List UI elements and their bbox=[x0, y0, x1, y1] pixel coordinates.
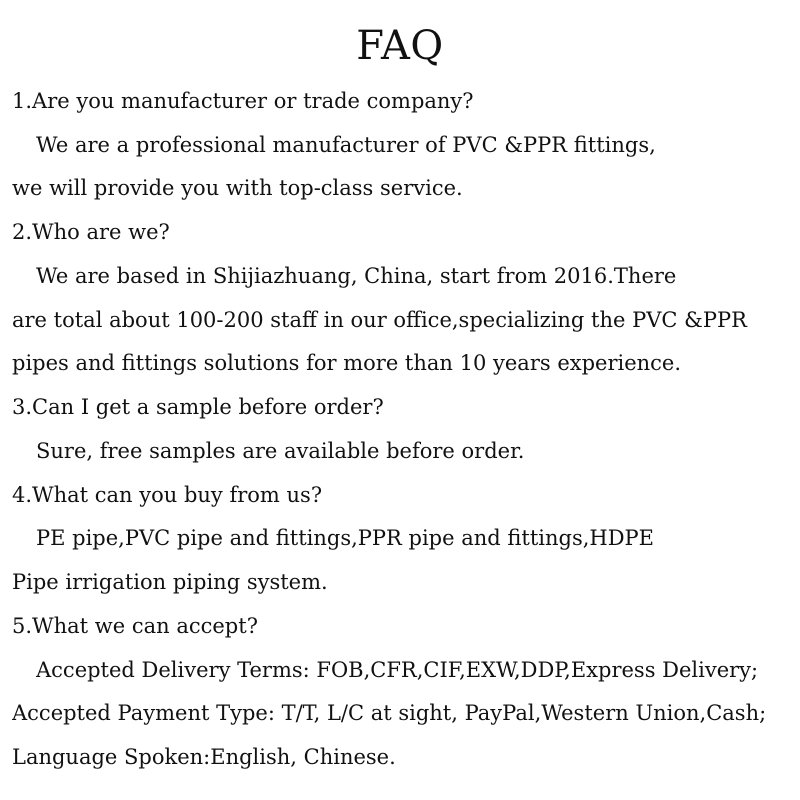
answer-2-line-1: We are based in Shijiazhuang, China, start from 2016.There bbox=[36, 264, 677, 288]
answer-4-line-2: Pipe irrigation piping system. bbox=[12, 570, 328, 594]
answer-5-line-3: Language Spoken:English, Chinese. bbox=[12, 745, 396, 769]
question-1: 1.Are you manufacturer or trade company? bbox=[12, 89, 474, 113]
question-4: 4.What can you buy from us? bbox=[12, 483, 323, 507]
question-2: 2.Who are we? bbox=[12, 220, 170, 244]
question-3: 3.Can I get a sample before order? bbox=[12, 395, 384, 419]
answer-2-line-3: pipes and fittings solutions for more than 10 years experience. bbox=[12, 351, 682, 375]
page-title: FAQ bbox=[356, 23, 444, 69]
answer-2-line-2: are total about 100-200 staff in our office,specializing the PVC &PPR bbox=[12, 308, 747, 332]
question-5: 5.What we can accept? bbox=[12, 614, 258, 638]
answer-4-line-1: PE pipe,PVC pipe and fittings,PPR pipe and fittings,HDPE bbox=[36, 526, 655, 550]
answer-1-line-2: we will provide you with top-class service. bbox=[12, 176, 463, 200]
answer-5-line-2: Accepted Payment Type: T/T, L/C at sight, PayPal,Western Union,Cash; bbox=[12, 701, 767, 725]
answer-5-line-1: Accepted Delivery Terms: FOB,CFR,CIF,EXW,DDP,Express Delivery; bbox=[36, 658, 759, 682]
answer-1-line-1: We are a professional manufacturer of PVC &PPR fittings, bbox=[36, 133, 656, 157]
answer-3-line-1: Sure, free samples are available before order. bbox=[36, 439, 525, 463]
